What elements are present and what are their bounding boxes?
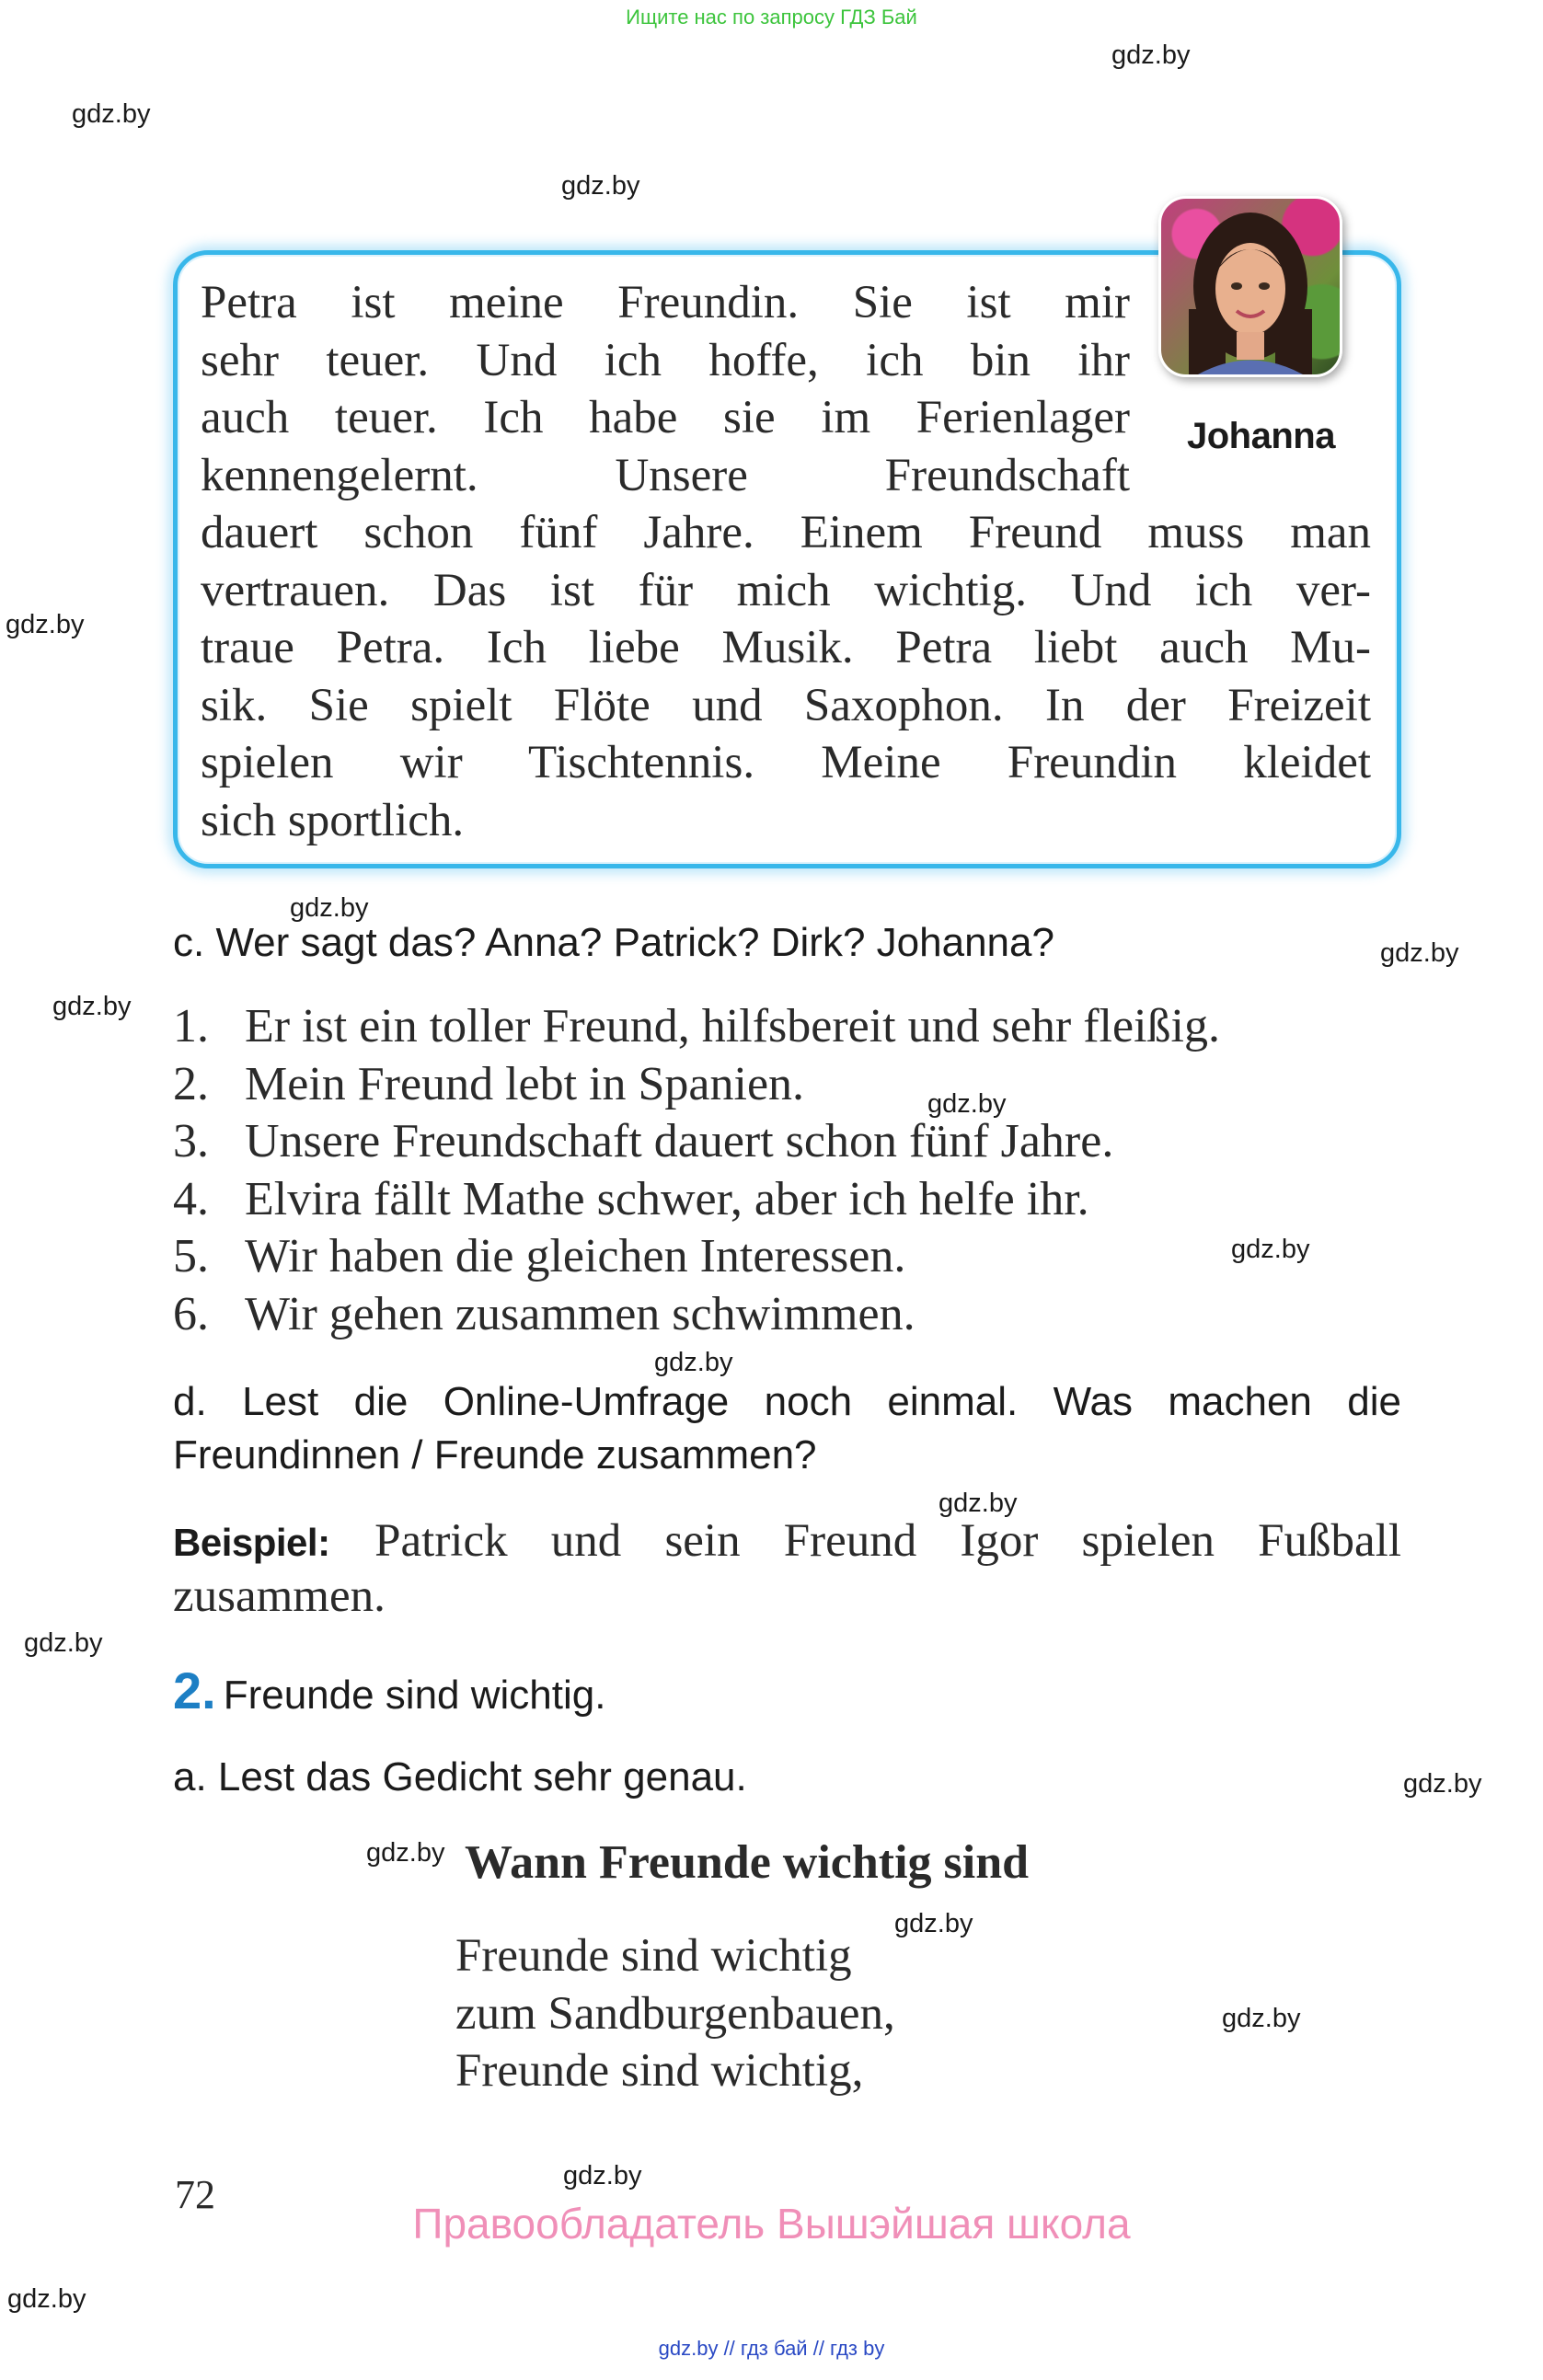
quote-line: vertrauen. Das ist für mich wichtig. Und ich ver-: [201, 564, 1371, 616]
task-title: Freunde sind wichtig.: [223, 1673, 606, 1718]
watermark: gdz.by: [6, 610, 85, 639]
list-item: [173, 998, 1220, 1056]
watermark: gdz.by: [1403, 1769, 1482, 1799]
item-number: 2.: [173, 1057, 209, 1110]
watermark: gdz.by: [894, 1909, 973, 1938]
example: [173, 1513, 1401, 1623]
footer-links[interactable]: gdz.by // гдз бай // гдз by: [658, 2337, 885, 2360]
watermark: gdz.by: [938, 1489, 1018, 1518]
example-line: zusammen.: [173, 1570, 386, 1622]
quote-line: auch teuer. Ich habe sie im Ferienlager: [201, 392, 1130, 443]
list-item: [173, 1286, 1220, 1344]
quote-line: sich sportlich.: [201, 794, 465, 846]
item-text: Wir haben die gleichen Interessen.: [245, 1230, 906, 1282]
watermark: gdz.by: [1380, 938, 1459, 968]
item-number: 6.: [173, 1287, 209, 1340]
task-number: 2.: [173, 1661, 216, 1719]
quote-line: sik. Sie spielt Flöte und Saxophon. In der Freizeit: [201, 679, 1371, 731]
watermark: gdz.by: [654, 1348, 733, 1377]
watermark: gdz.by: [24, 1628, 103, 1658]
quote-line: sehr teuer. Und ich hoffe, ich bin ihr: [201, 334, 1130, 386]
watermark: gdz.by: [563, 2161, 642, 2190]
list-item: [173, 1171, 1220, 1229]
quote-line: traue Petra. Ich liebe Musik. Petra liebt auch Mu-: [201, 622, 1371, 673]
person-name: Johanna: [1187, 416, 1335, 456]
example-label: Beispiel:: [173, 1521, 330, 1564]
quote-line: spielen wir Tischtennis. Meine Freundin kleidet: [201, 737, 1371, 788]
watermark: gdz.by: [1231, 1235, 1310, 1264]
task-2-heading: [173, 1661, 605, 1720]
item-text: Unsere Freundschaft dauert schon fünf Jahre.: [245, 1115, 1114, 1167]
quote-line: dauert schon fünf Jahre. Einem Freund muss man: [201, 507, 1371, 558]
watermark: gdz.by: [7, 2284, 86, 2314]
example-line: [173, 1513, 1401, 1569]
item-text: Elvira fällt Mathe schwer, aber ich helfe ihr.: [245, 1172, 1089, 1225]
watermark: gdz.by: [52, 992, 132, 1021]
statement-list: [173, 998, 1220, 1343]
watermark: gdz.by: [927, 1089, 1007, 1119]
list-item: [173, 1056, 1220, 1114]
item-number: 4.: [173, 1172, 209, 1225]
watermark: gdz.by: [561, 171, 640, 201]
item-text: Er ist ein toller Freund, hilfsbereit und sehr fleißig.: [245, 1000, 1220, 1052]
item-number: 1.: [173, 1000, 209, 1052]
quote-line: Petra ist meine Freundin. Sie ist mir: [201, 277, 1130, 328]
portrait-photo: [1158, 196, 1342, 377]
watermark: gdz.by: [1222, 2004, 1301, 2033]
task-d-line: d. Lest die Online-Umfrage noch einmal. Was machen die: [173, 1379, 1401, 1424]
portrait-illustration: [1161, 199, 1340, 374]
list-item: [173, 1228, 1220, 1286]
task-2a-heading: a. Lest das Gedicht sehr genau.: [173, 1754, 747, 1799]
item-text: Mein Freund lebt in Spanien.: [245, 1057, 805, 1110]
example-text: Patrick und sein Freund Igor spielen Fußball: [374, 1515, 1402, 1567]
watermark: gdz.by: [366, 1838, 445, 1868]
item-number: 3.: [173, 1115, 209, 1167]
poem-line: Freunde sind wichtig,: [455, 2045, 864, 2097]
list-item: [173, 1113, 1220, 1171]
task-d-line: Freundinnen / Freunde zusammen?: [173, 1432, 817, 1477]
poem-line: zum Sandburgenbauen,: [455, 1987, 895, 2040]
watermark: gdz.by: [72, 99, 151, 129]
rights-holder: Правообладатель Вышэйшая школа: [412, 2200, 1131, 2248]
watermark: gdz.by: [1111, 40, 1191, 70]
page-number: 72: [175, 2172, 215, 2217]
item-number: 5.: [173, 1230, 209, 1282]
watermark: gdz.by: [290, 893, 369, 923]
item-text: Wir gehen zusammen schwimmen.: [245, 1287, 915, 1340]
top-banner[interactable]: Ищите нас по запросу ГДЗ Бай: [626, 6, 917, 29]
task-d-heading: [173, 1375, 1401, 1482]
poem: [455, 1927, 895, 2100]
quote-line: kennengelernt. Unsere Freundschaft: [201, 449, 1130, 501]
poem-title: Wann Freunde wichtig sind: [465, 1836, 1030, 1889]
poem-line: Freunde sind wichtig: [455, 1930, 852, 1982]
task-c-heading: c. Wer sagt das? Anna? Patrick? Dirk? Johanna?: [173, 920, 1054, 965]
